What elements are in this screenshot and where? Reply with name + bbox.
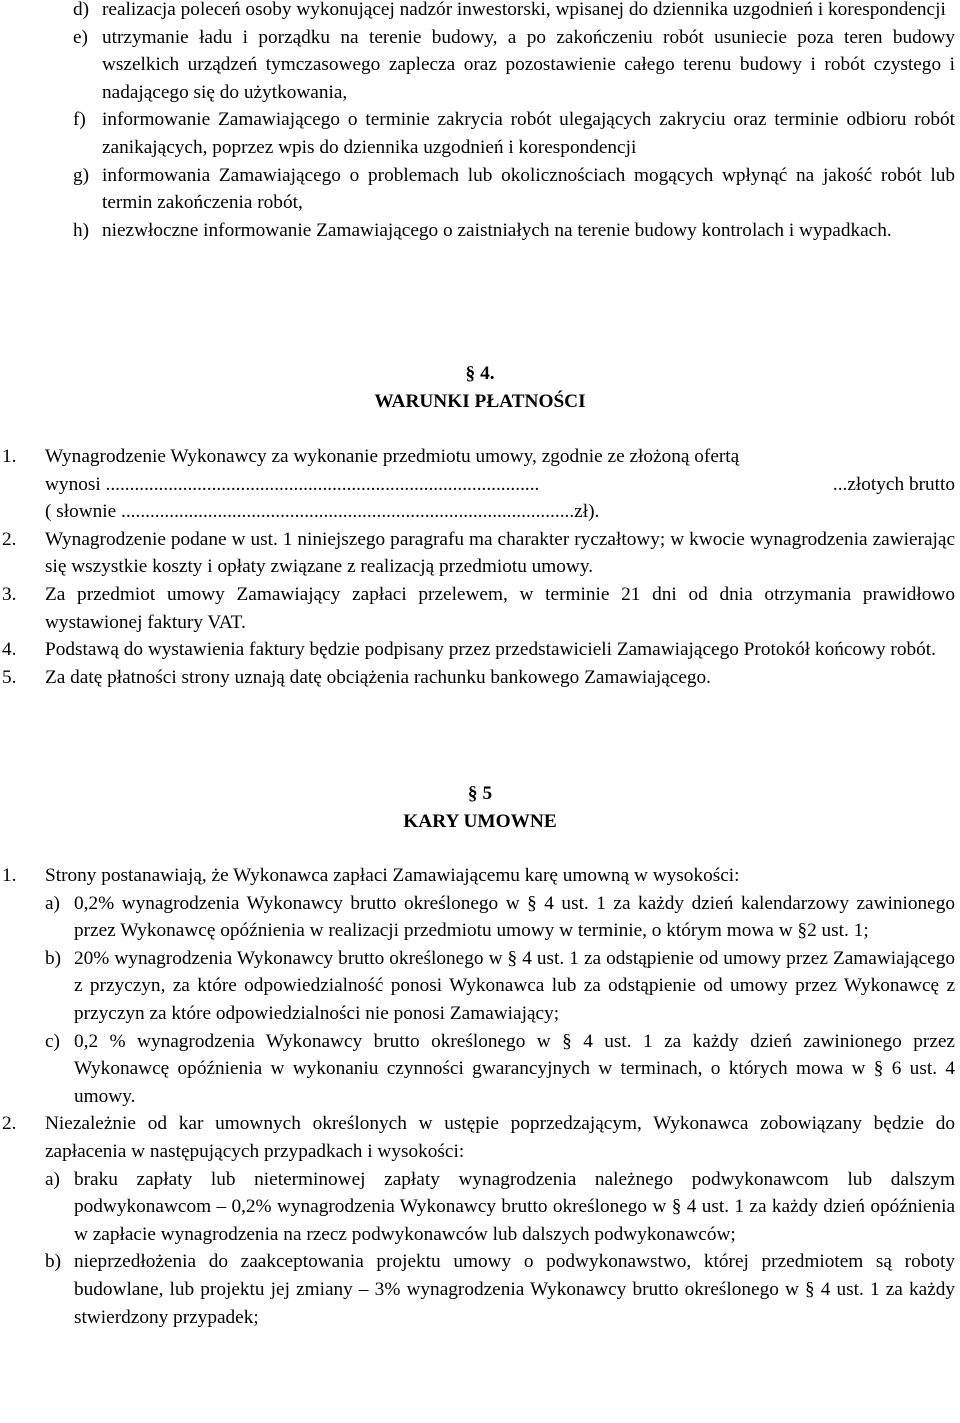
section-4-heading [0, 360, 960, 415]
section-5-heading [0, 780, 960, 835]
amount-blank: wynosi .......................................................................................... [45, 473, 540, 495]
amount-line [45, 471, 955, 499]
item-text: niezwłoczne informowanie Zamawiającego o zaistniałych na terenie budowy kontrolach i wypadkach. [102, 219, 892, 241]
item-label: e) [73, 26, 88, 48]
section-number-line [0, 780, 960, 808]
sub-item-text: 0,2 % wynagrodzenia Wykonawcy brutto określonego w § 4 ust. 1 za każdy dzień zawinionego przez Wykonawcę opóźnienia w wykonaniu czynności gwarancyjnych w terminach, o których mowa w § 6 ust. 4 umowy. [74, 1030, 955, 1107]
sub-item-label: a) [45, 892, 60, 914]
item-number: 2. [2, 1113, 17, 1135]
item-number: 3. [2, 583, 17, 605]
list-item [73, 24, 955, 107]
sub-item-label: b) [45, 947, 62, 969]
sub-item-text: braku zapłaty lub nieterminowej zapłaty wynagrodzenia należnego podwykonawcom lub dalszym podwykonawcom – 0,2% wynagrodzenia Wykonawcy brutto określonego w § 4 ust. 1 za każdy dzień opóźnienia w zapłacie wynagrodzenia na rzecz podwykonawców lub dalszych podwykonawców; [74, 1168, 955, 1245]
sub-item [45, 945, 955, 1028]
sub-list [45, 890, 955, 1111]
sub-item-label: a) [45, 1168, 60, 1190]
section-sign: § [467, 783, 478, 804]
item-text: informowania Zamawiającego o problemach lub okolicznościach mogących wpłynąć na jakość robót lub termin zakończenia robót, [102, 164, 955, 214]
sub-item-text: 20% wynagrodzenia Wykonawcy brutto określonego w § 4 ust. 1 za odstąpienie od umowy przez Zamawiającego z przyczyn, za które odpowiedzialność ponosi Wykonawca lub za odstąpienie od umowy przez Wykonawcę z przyczyn za które odpowiedzialności nie ponosi Zamawiający; [74, 947, 955, 1024]
list-item [73, 0, 955, 24]
list-item [2, 862, 955, 890]
section-title: KARY UMOWNE [403, 810, 557, 832]
item-text: realizacja poleceń osoby wykonującej nadzór inwestorski, wpisanej do dziennika uzgodnień i korespondencji [102, 0, 946, 20]
list-item [73, 217, 955, 245]
sub-item [45, 890, 955, 945]
item-label: f) [73, 109, 86, 131]
sub-item-label: c) [45, 1030, 60, 1052]
sub-item [45, 1166, 955, 1249]
item-label: g) [73, 164, 90, 186]
section-number: 4. [480, 363, 495, 384]
list-item [2, 581, 955, 636]
list-item [2, 526, 955, 581]
sub-item [45, 1028, 955, 1111]
section-number: 5 [482, 783, 493, 804]
item-text: Strony postanawiają, że Wykonawca zapłaci Zamawiającemu karę umowną w wysokości: [45, 865, 740, 886]
sub-item [45, 1248, 955, 1331]
obligations-list [73, 0, 955, 244]
item-number: 1. [2, 865, 17, 886]
item-text: Wynagrodzenie podane w ust. 1 niniejszego paragrafu ma charakter ryczałtowy; w kwocie wynagrodzenia zawierając się wszystkie koszty i opłaty związane z realizacją przedmiotu umowy. [45, 528, 955, 578]
penalties-list [2, 862, 955, 1331]
item-text [45, 443, 955, 526]
sub-item-text: 0,2% wynagrodzenia Wykonawcy brutto określonego w § 4 ust. 1 za każdy dzień kalendarzowy zawinionego przez Wykonawcę opóźnienia w realizacji przedmiotu umowy w terminie, o którym mowa w §2 ust. 1; [74, 892, 955, 942]
item-number: 2. [2, 528, 17, 550]
list-item [2, 664, 955, 692]
item-number: 4. [2, 639, 17, 661]
section-number-line [0, 360, 960, 388]
item-label: h) [73, 219, 90, 241]
item-text: utrzymanie ładu i porządku na terenie budowy, a po zakończeniu robót usuniecie poza teren budowy wszelkich urządzeń tymczasowego zaplecza oraz pozostawienie całego terenu budowy i robót czystego i nadającego się do użytkowania, [102, 26, 955, 103]
list-item [73, 162, 955, 217]
item-number: 1. [2, 446, 17, 467]
list-item [73, 106, 955, 161]
item-line: Wynagrodzenie Wykonawcy za wykonanie przedmiotu umowy, zgodnie ze złożoną ofertą [45, 446, 740, 467]
sub-list [45, 1166, 955, 1332]
section-sign: § [465, 363, 476, 384]
list-item [2, 636, 955, 664]
amount-unit: ...złotych brutto [832, 473, 955, 495]
sub-item-label: b) [45, 1251, 62, 1273]
payment-terms-list [2, 443, 955, 691]
sub-item-text: nieprzedłożenia do zaakceptowania projektu umowy o podwykonawstwo, której przedmiotem są roboty budowlane, lub projektu jej zmiany – 3% wynagrodzenia Wykonawcy brutto określonego w § 4 ust. 1 za każdy stwierdzony przypadek; [74, 1251, 955, 1328]
item-text: Za datę płatności strony uznają datę obciążenia rachunku bankowego Zamawiającego. [45, 666, 711, 688]
item-text: informowanie Zamawiającego o terminie zakrycia robót ulegających zakryciu oraz terminie odbioru robót zanikających, poprzez wpis do dziennika uzgodnień i korespondencji [102, 109, 955, 158]
list-item [2, 443, 955, 526]
section-title: WARUNKI PŁATNOŚCI [374, 390, 586, 412]
list-item [2, 1110, 955, 1165]
amount-in-words-line: ( słownie ..............................................................................................zł). [45, 501, 600, 523]
item-text: Podstawą do wystawienia faktury będzie podpisany przez przedstawicieli Zamawiającego Protokół końcowy robót. [45, 639, 936, 661]
item-number: 5. [2, 666, 17, 688]
item-text: Za przedmiot umowy Zamawiający zapłaci przelewem, w terminie 21 dni od dnia otrzymania prawidłowo wystawionej faktury VAT. [45, 583, 955, 633]
item-text: Niezależnie od kar umownych określonych w ustępie poprzedzającym, Wykonawca zobowiązany będzie do zapłacenia w następujących przypadkach i wysokości: [45, 1113, 955, 1162]
item-label: d) [73, 0, 90, 20]
